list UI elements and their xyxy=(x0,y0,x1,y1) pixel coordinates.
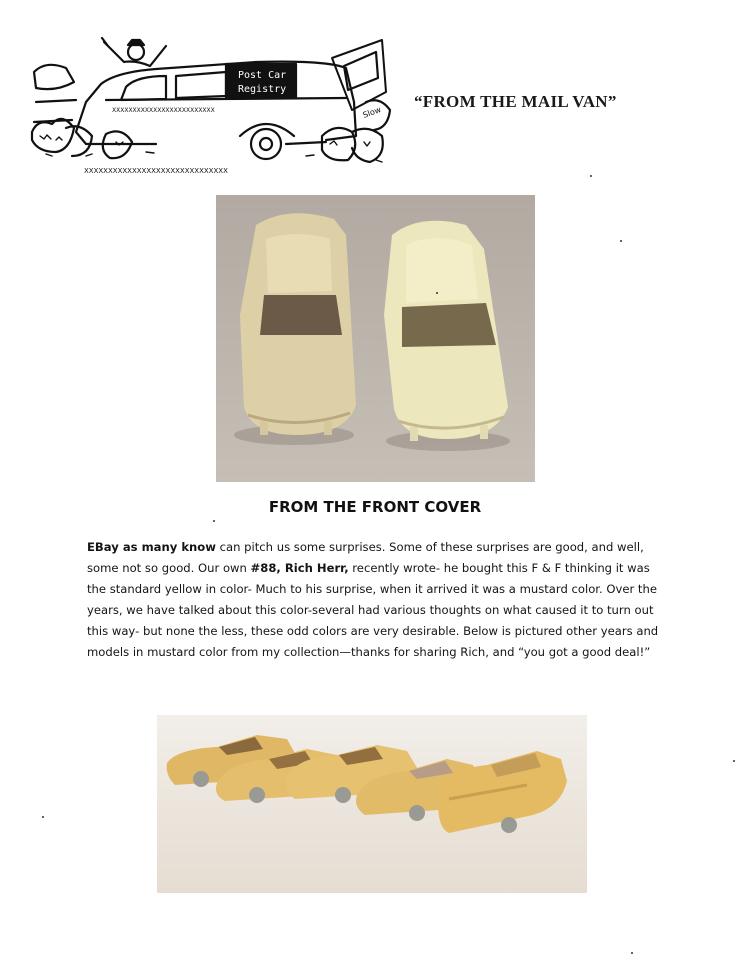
five-mustard-cars-image xyxy=(157,715,587,893)
paragraph-text-1: can pitch us some surprises. Some of these surprises are good, and well, some not so good. Our own xyxy=(87,540,644,575)
scan-speck xyxy=(436,292,438,294)
mustard-collection-photo xyxy=(157,715,587,893)
scan-speck xyxy=(213,520,215,522)
scan-speck xyxy=(733,760,735,762)
door-mark-text: XXXXXXXXXXXXXXXXXXXXXXXXX xyxy=(112,107,215,114)
paragraph-text-2: recently wrote- he bought this F & F thinking it was the standard yellow in color- Much to his surprise, when it arrived it was a mustard color. Over the years, we have talked about this color-several had various thoughts on what caused it to turn out this way- but none the less, these odd colors are very desirable. Below is pictured other years and models in mustard color from my collection—thanks for sharing Rich, and “you got a good deal!” xyxy=(87,561,659,659)
scan-speck xyxy=(620,240,622,242)
van-sign-line-2: Registry xyxy=(238,84,287,95)
mail-van-illustration xyxy=(26,32,416,182)
two-yellow-cars-image xyxy=(216,195,535,482)
front-cover-photo xyxy=(216,195,535,482)
underline-mark-text: XXXXXXXXXXXXXXXXXXXXXXXXXXXXXX xyxy=(84,167,228,175)
mail-van-title: “FROM THE MAIL VAN” xyxy=(414,92,617,111)
mail-van-drawing xyxy=(26,32,416,182)
scan-speck xyxy=(631,952,633,954)
scan-speck xyxy=(590,175,592,177)
left-model-car xyxy=(234,213,356,445)
van-sign-line-1: Post Car xyxy=(238,70,287,81)
member-bold-text: #88, Rich Herr, xyxy=(250,561,349,575)
scan-speck xyxy=(42,816,44,818)
article-paragraph xyxy=(87,537,660,663)
section-heading: FROM THE FRONT COVER xyxy=(268,498,482,516)
bag-label-text: Slow xyxy=(361,105,383,120)
lead-bold-text: EBay as many know xyxy=(87,540,216,554)
